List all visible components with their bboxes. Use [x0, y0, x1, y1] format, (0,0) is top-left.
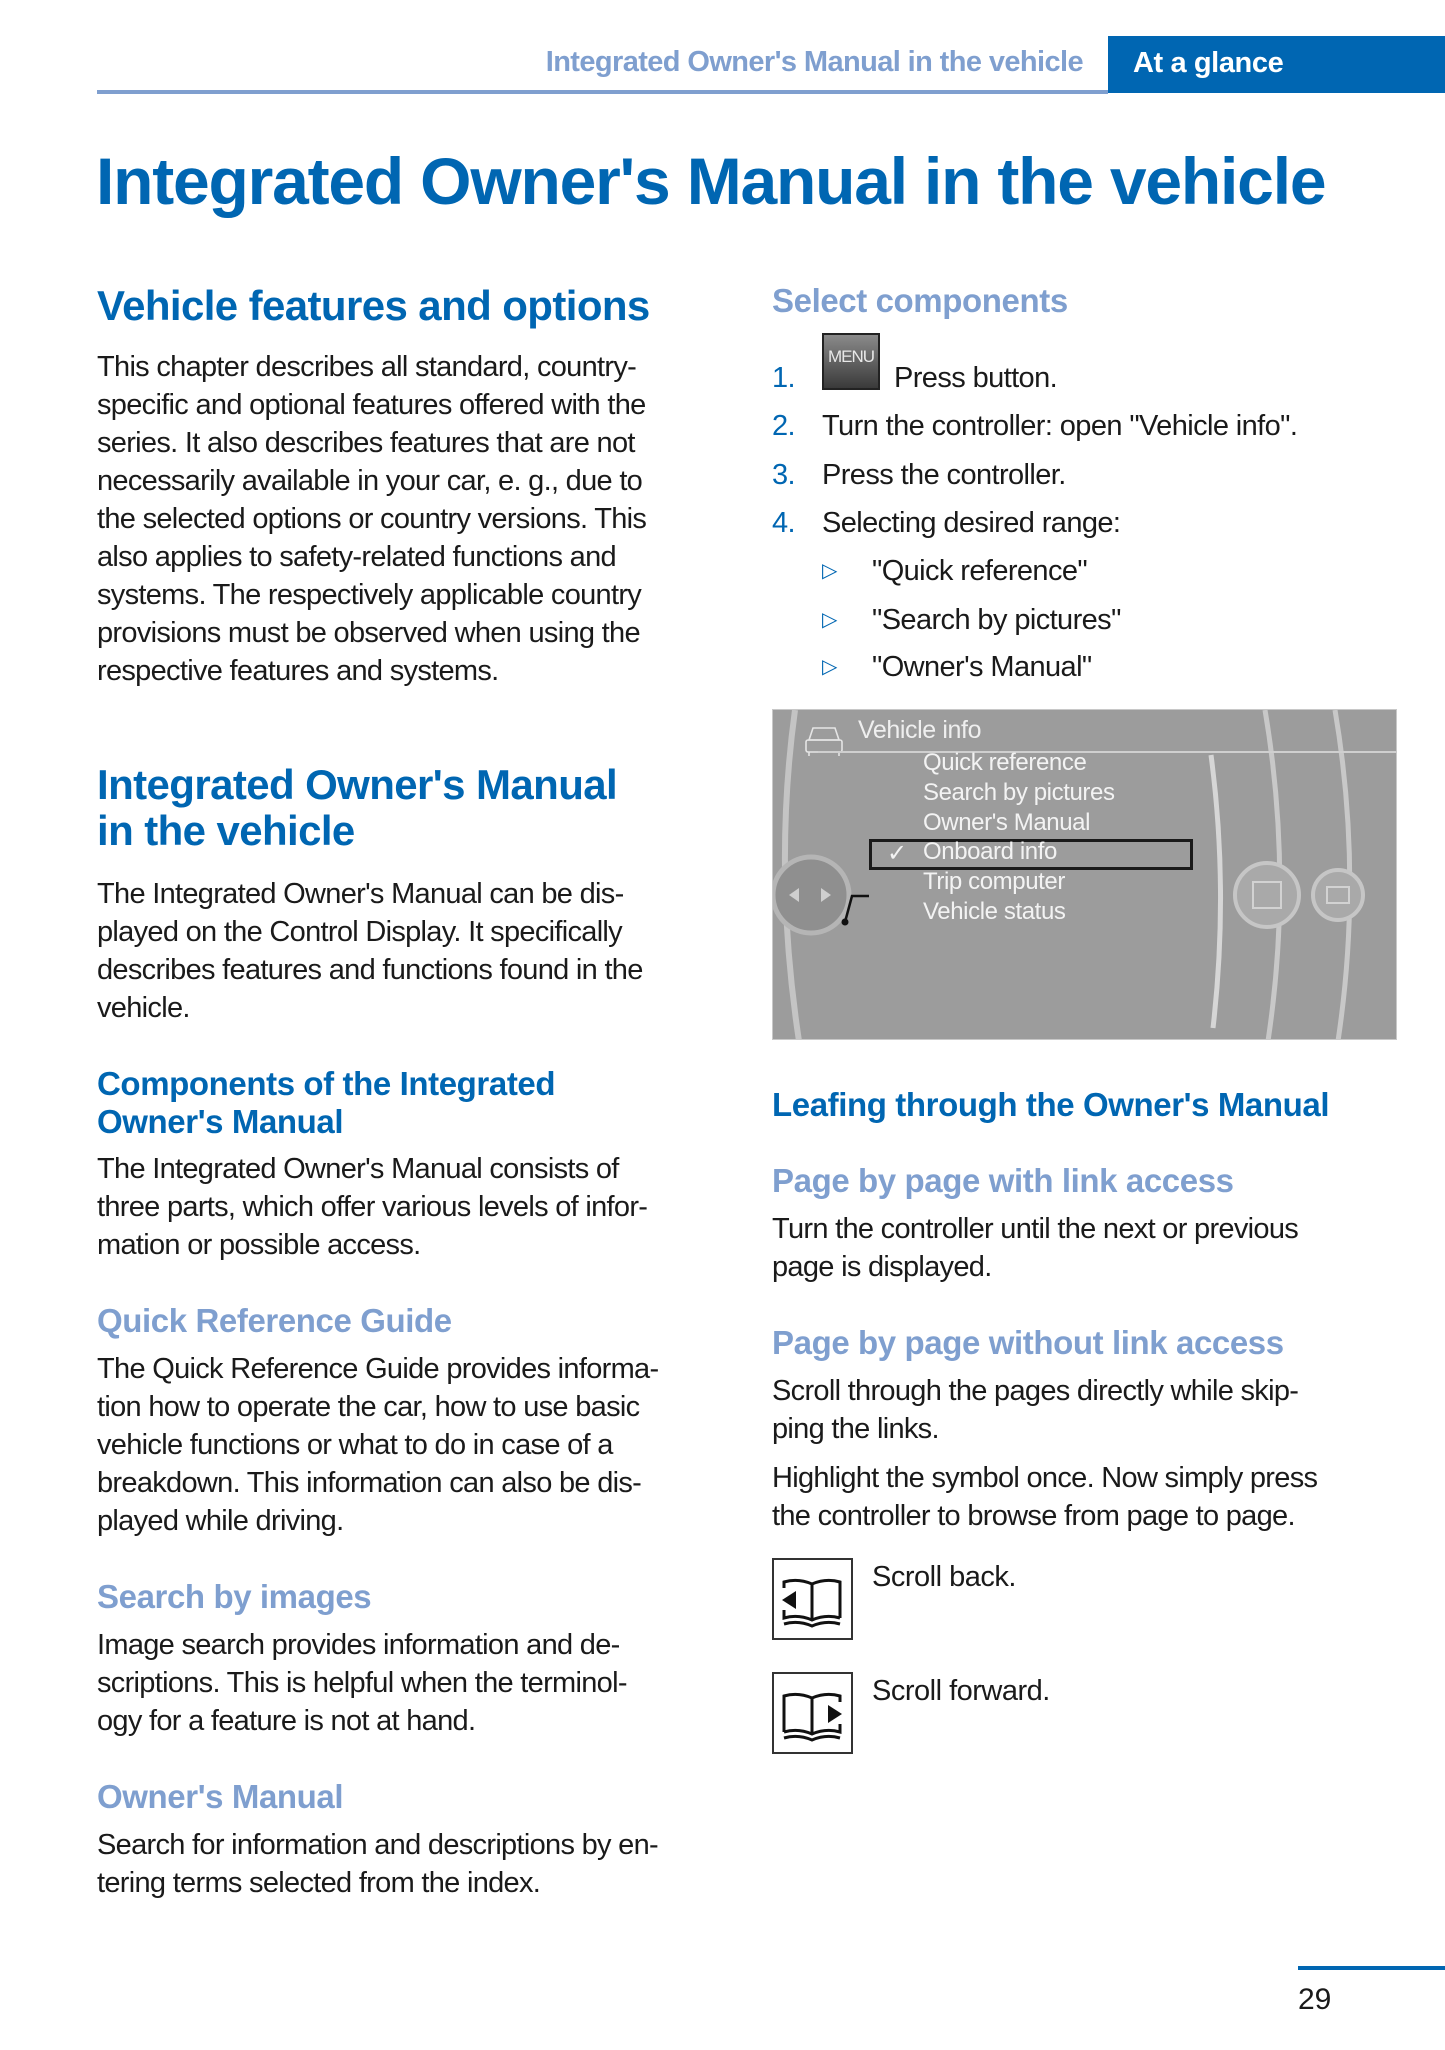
heading-select-components: Select components — [772, 282, 1068, 319]
book-scroll-forward-icon — [772, 1672, 853, 1754]
heading-line: Owner's Manual — [97, 1103, 344, 1140]
text-line: ping the links. — [772, 1413, 939, 1445]
step-text: Selecting desired range: — [822, 507, 1121, 539]
footer-rule — [1298, 1966, 1445, 1970]
text-line: three parts, which offer various levels of infor- — [97, 1191, 648, 1223]
paragraph-components — [97, 1150, 717, 1264]
text-line: Turn the controller until the next or previous — [772, 1213, 1299, 1245]
text-line: Scroll through the pages directly while skip- — [772, 1375, 1299, 1407]
scrollbar-arc — [1211, 755, 1221, 1028]
display-menu-item[interactable]: Search by pictures — [923, 779, 1115, 806]
chapter-tab[interactable] — [1108, 36, 1445, 93]
text-line: vehicle. — [97, 992, 190, 1024]
text-line: also applies to safety-related functions and — [97, 541, 616, 573]
text-line: tering terms selected from the index. — [97, 1867, 541, 1899]
text-line: played on the Control Display. It specifically — [97, 916, 622, 948]
page-title: Integrated Owner's Manual in the vehicle — [96, 144, 1326, 218]
triangle-bullet-icon: ▷ — [822, 609, 837, 631]
paragraph-highlight-symbol — [772, 1459, 1392, 1535]
text-line: describes features and functions found in the — [97, 954, 643, 986]
heading-integrated-manual — [97, 762, 717, 854]
step-text: Press the controller. — [822, 459, 1066, 491]
heading-search-by-images: Search by images — [97, 1578, 372, 1615]
text-line: ogy for a feature is not at hand. — [97, 1705, 476, 1737]
text-line: Image search provides information and de- — [97, 1629, 620, 1661]
book-back-glyph — [774, 1560, 851, 1638]
text-line: This chapter describes all standard, country- — [97, 351, 637, 383]
text-line: provisions must be observed when using the — [97, 617, 640, 649]
scroll-forward-label: Scroll forward. — [872, 1675, 1050, 1707]
sub-item-text: "Quick reference" — [872, 555, 1088, 587]
text-line: systems. The respectively applicable country — [97, 579, 642, 611]
paragraph-with-link-access — [772, 1210, 1392, 1286]
text-line: mation or possible access. — [97, 1229, 421, 1261]
running-title: Integrated Owner's Manual in the vehicle — [545, 46, 1083, 78]
triangle-bullet-icon: ▷ — [822, 656, 837, 678]
display-menu-item[interactable]: Trip computer — [923, 868, 1065, 895]
sub-item-text: "Search by pictures" — [872, 604, 1121, 636]
paragraph-without-link-access — [772, 1372, 1392, 1448]
display-menu-item[interactable]: Onboard info — [923, 838, 1057, 865]
text-line: vehicle functions or what to do in case of a — [97, 1429, 613, 1461]
menu-button-icon: MENU — [822, 333, 880, 390]
step-text: Press button. — [894, 362, 1058, 394]
text-line: respective features and systems. — [97, 655, 499, 687]
text-line: specific and optional features offered with the — [97, 389, 646, 421]
text-line: played while driving. — [97, 1505, 344, 1537]
heading-line: Components of the Integrated — [97, 1065, 556, 1102]
text-line: series. It also describes features that are not — [97, 427, 635, 459]
text-line: scriptions. This is helpful when the terminol- — [97, 1667, 627, 1699]
text-line: page is displayed. — [772, 1251, 992, 1283]
side-button-1 — [1235, 863, 1299, 927]
sub-item-text: "Owner's Manual" — [872, 651, 1092, 683]
paragraph-owners-manual — [97, 1826, 717, 1902]
display-menu-item-selected[interactable]: Owner's Manual — [923, 809, 1091, 836]
page-number: 29 — [1298, 1983, 1332, 2016]
text-line: tion how to operate the car, how to use basic — [97, 1391, 640, 1423]
heading-with-link-access: Page by page with link access — [772, 1162, 1234, 1199]
heading-leafing: Leafing through the Owner's Manual — [772, 1086, 1330, 1123]
display-menu-item[interactable]: Vehicle status — [923, 898, 1066, 925]
text-line: necessarily available in your car, e. g., due to — [97, 465, 643, 497]
heading-quick-reference: Quick Reference Guide — [97, 1302, 452, 1339]
heading-without-link-access: Page by page without link access — [772, 1324, 1284, 1361]
check-icon: ✓ — [887, 840, 908, 867]
book-scroll-back-icon — [772, 1558, 853, 1640]
text-line: Search for information and descriptions by en- — [97, 1829, 658, 1861]
heading-vehicle-features: Vehicle features and options — [97, 282, 650, 329]
step-number: 3. — [772, 459, 795, 491]
paragraph-integrated-manual — [97, 875, 717, 1027]
text-line: The Quick Reference Guide provides informa- — [97, 1353, 659, 1385]
text-line: the controller to browse from page to page. — [772, 1500, 1295, 1532]
paragraph-vehicle-features — [97, 348, 717, 690]
chapter-tab-label: At a glance — [1133, 47, 1284, 79]
triangle-bullet-icon: ▷ — [822, 560, 837, 582]
side-button-2 — [1313, 870, 1363, 920]
heading-owners-manual: Owner's Manual — [97, 1778, 344, 1815]
paragraph-search-by-images — [97, 1626, 717, 1740]
heading-components — [97, 1065, 717, 1141]
display-title: Vehicle info — [858, 716, 982, 744]
step-number: 4. — [772, 507, 795, 539]
display-title-rule — [818, 751, 1397, 753]
step-number: 1. — [772, 362, 795, 394]
step-text: Turn the controller: open "Vehicle info". — [822, 410, 1298, 442]
text-line: The Integrated Owner's Manual consists of — [97, 1153, 619, 1185]
heading-line: Integrated Owner's Manual — [97, 761, 618, 808]
header-rule — [97, 90, 1108, 94]
control-display-image — [772, 709, 1397, 1040]
heading-line: in the vehicle — [97, 807, 355, 854]
step-number: 2. — [772, 410, 795, 442]
paragraph-quick-reference — [97, 1350, 717, 1540]
pointer-dot — [842, 919, 849, 926]
display-menu-item[interactable]: Quick reference — [923, 749, 1087, 776]
book-forward-glyph — [774, 1674, 851, 1752]
controller-knob — [773, 857, 849, 933]
scroll-back-label: Scroll back. — [872, 1561, 1016, 1593]
text-line: Highlight the symbol once. Now simply press — [772, 1462, 1318, 1494]
text-line: The Integrated Owner's Manual can be dis- — [97, 878, 624, 910]
text-line: the selected options or country versions. This — [97, 503, 647, 535]
text-line: breakdown. This information can also be dis- — [97, 1467, 642, 1499]
